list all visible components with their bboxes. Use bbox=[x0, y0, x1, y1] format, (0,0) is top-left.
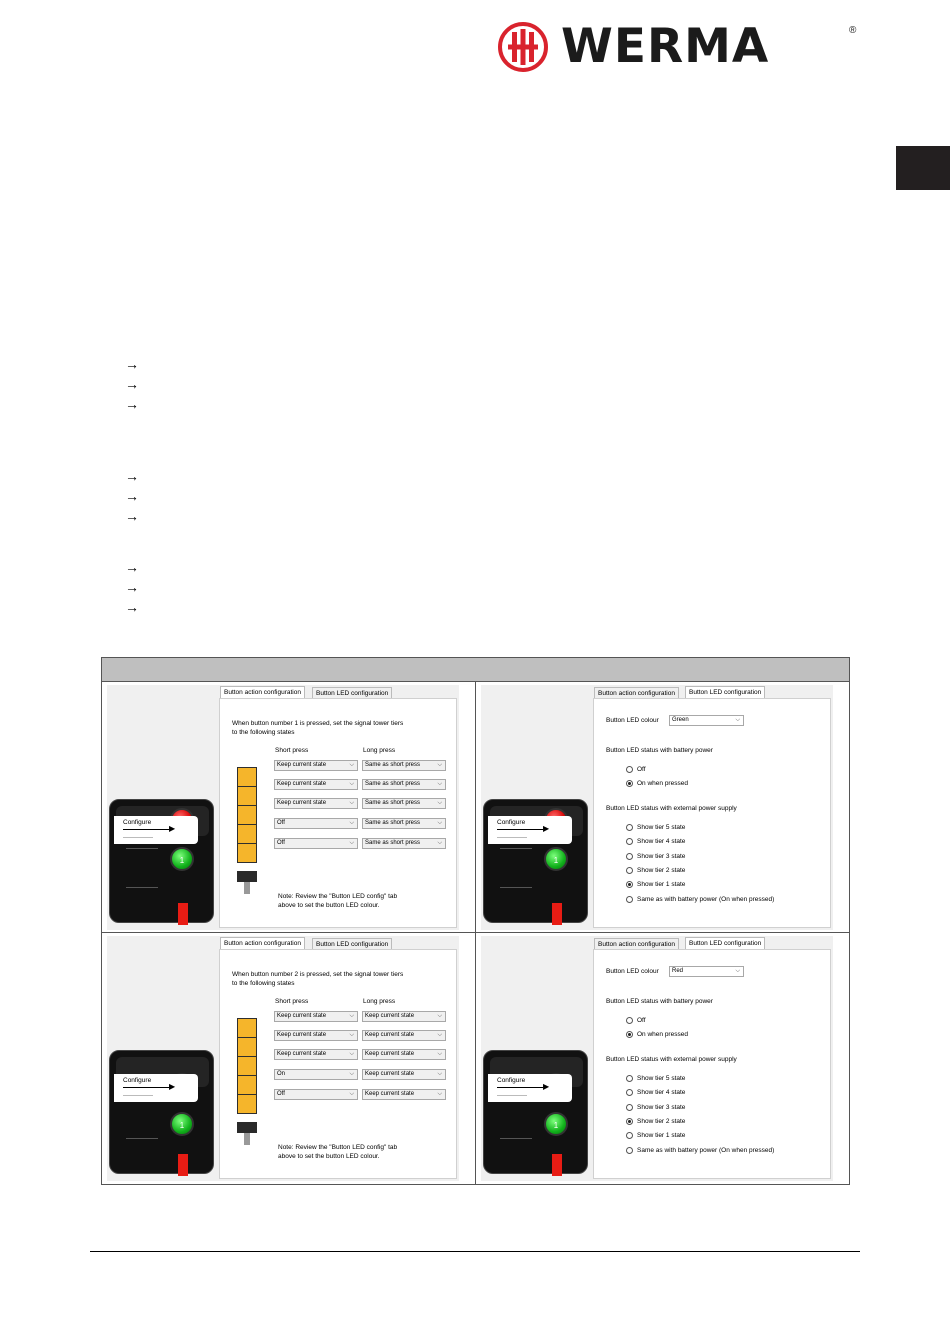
radio-label: On when pressed bbox=[637, 1031, 688, 1038]
device-button-1: 1 bbox=[170, 847, 194, 871]
device-lever bbox=[178, 903, 188, 925]
long-press-select[interactable]: Same as short press ⌵ bbox=[362, 838, 446, 849]
arrow-bullet: → bbox=[125, 488, 139, 504]
logo-wordmark: WERMA bbox=[561, 19, 770, 74]
radio-tier2[interactable] bbox=[626, 1118, 633, 1125]
battery-heading: Button LED status with battery power bbox=[606, 998, 713, 1005]
long-press-select[interactable]: Keep current state ⌵ bbox=[362, 1011, 446, 1022]
chevron-down-icon: ⌵ bbox=[735, 968, 740, 974]
tab-button-led[interactable]: Button LED configuration bbox=[685, 686, 765, 699]
screenshot-button2-action bbox=[107, 936, 459, 1181]
chevron-down-icon: ⌵ bbox=[349, 1071, 354, 1077]
radio-label: Show tier 2 state bbox=[637, 867, 686, 874]
radio-same-as-battery[interactable] bbox=[626, 1147, 633, 1154]
long-press-select[interactable]: Keep current state ⌵ bbox=[362, 1030, 446, 1041]
device-button-1: 1 bbox=[544, 1112, 568, 1136]
led-panel bbox=[593, 949, 831, 1179]
table-divider-horizontal bbox=[102, 932, 849, 933]
chevron-down-icon: ⌵ bbox=[437, 820, 442, 826]
arrow-bullet: → bbox=[125, 376, 139, 392]
table-divider-vertical bbox=[475, 682, 476, 1184]
short-press-header: Short press bbox=[275, 998, 309, 1005]
long-press-select[interactable]: Keep current state ⌵ bbox=[362, 1049, 446, 1060]
radio-label: Same as with battery power (On when pressed) bbox=[637, 1147, 775, 1154]
arrow-bullet: → bbox=[125, 559, 139, 575]
radio-label: Show tier 3 state bbox=[637, 853, 686, 860]
radio-label: Show tier 3 state bbox=[637, 1104, 686, 1111]
tab-button-led[interactable]: Button LED configuration bbox=[312, 687, 392, 699]
chevron-down-icon: ⌵ bbox=[349, 800, 354, 806]
configure-callout: Configure ▶ bbox=[488, 1074, 572, 1102]
short-press-select[interactable]: Off ⌵ bbox=[274, 1089, 358, 1100]
chevron-down-icon: ⌵ bbox=[349, 781, 354, 787]
chevron-down-icon: ⌵ bbox=[349, 1091, 354, 1097]
radio-label: On when pressed bbox=[637, 780, 688, 787]
radio-label: Off bbox=[637, 1017, 646, 1024]
radio-label: Show tier 1 state bbox=[637, 1132, 686, 1139]
arrow-right-icon: ▶ bbox=[169, 1082, 176, 1091]
radio-tier4[interactable] bbox=[626, 1089, 633, 1096]
logo-registered-mark: ® bbox=[849, 25, 857, 36]
external-heading: Button LED status with external power supply bbox=[606, 805, 737, 812]
chevron-down-icon: ⌵ bbox=[349, 1051, 354, 1057]
tab-button-led[interactable]: Button LED configuration bbox=[312, 938, 392, 950]
led-colour-label: Button LED colour bbox=[606, 968, 659, 975]
configure-callout: Configure ▶ bbox=[114, 816, 198, 844]
radio-battery-on-when-pressed[interactable] bbox=[626, 780, 633, 787]
screenshot-button2-led bbox=[481, 936, 833, 1181]
table-header bbox=[102, 658, 849, 682]
screenshot-button1-action bbox=[107, 685, 459, 930]
intro-text: to the following states bbox=[232, 729, 295, 736]
long-press-select[interactable]: Same as short press ⌵ bbox=[362, 760, 446, 771]
device-lever bbox=[178, 1154, 188, 1176]
note-text: Note: Review the "Button LED config" tab bbox=[278, 893, 398, 900]
radio-tier5[interactable] bbox=[626, 824, 633, 831]
action-panel bbox=[219, 698, 457, 928]
intro-text: to the following states bbox=[232, 980, 295, 987]
tab-button-action[interactable]: Button action configuration bbox=[220, 937, 305, 950]
arrow-right-icon: ▶ bbox=[543, 824, 550, 833]
arrow-bullet: → bbox=[125, 396, 139, 412]
chevron-down-icon: ⌵ bbox=[437, 1091, 442, 1097]
tab-button-led[interactable]: Button LED configuration bbox=[685, 937, 765, 950]
chevron-down-icon: ⌵ bbox=[437, 781, 442, 787]
configure-callout: Configure ▶ bbox=[114, 1074, 198, 1102]
radio-label: Show tier 4 state bbox=[637, 838, 686, 845]
radio-battery-on-when-pressed[interactable] bbox=[626, 1031, 633, 1038]
arrow-bullet: → bbox=[125, 508, 139, 524]
led-colour-label: Button LED colour bbox=[606, 717, 659, 724]
chevron-down-icon: ⌵ bbox=[437, 1013, 442, 1019]
footer-rule bbox=[90, 1251, 860, 1252]
chevron-down-icon: ⌵ bbox=[437, 762, 442, 768]
intro-text: When button number 1 is pressed, set the signal tower tiers bbox=[232, 720, 404, 727]
arrow-right-icon: ▶ bbox=[543, 1082, 550, 1091]
chevron-down-icon: ⌵ bbox=[437, 1051, 442, 1057]
chevron-down-icon: ⌵ bbox=[349, 820, 354, 826]
action-panel bbox=[219, 949, 457, 1179]
radio-label: Same as with battery power (On when pressed) bbox=[637, 896, 775, 903]
external-heading: Button LED status with external power supply bbox=[606, 1056, 737, 1063]
long-press-select[interactable]: Keep current state ⌵ bbox=[362, 1069, 446, 1080]
tab-button-action[interactable]: Button action configuration bbox=[220, 686, 305, 699]
device-button-1: 1 bbox=[170, 1112, 194, 1136]
short-press-select[interactable]: Keep current state ⌵ bbox=[274, 798, 358, 809]
long-press-select[interactable]: Same as short press ⌵ bbox=[362, 818, 446, 829]
radio-label: Show tier 5 state bbox=[637, 824, 686, 831]
radio-label: Show tier 5 state bbox=[637, 1075, 686, 1082]
button-device bbox=[109, 1050, 214, 1174]
short-press-select[interactable]: Off ⌵ bbox=[274, 838, 358, 849]
radio-label: Show tier 1 state bbox=[637, 881, 686, 888]
arrow-bullet: → bbox=[125, 468, 139, 484]
radio-same-as-battery[interactable] bbox=[626, 896, 633, 903]
radio-battery-off[interactable] bbox=[626, 1017, 633, 1024]
tab-button-action[interactable]: Button action configuration bbox=[594, 687, 679, 699]
signal-tower bbox=[237, 1018, 257, 1146]
arrow-bullet: → bbox=[125, 599, 139, 615]
radio-battery-off[interactable] bbox=[626, 766, 633, 773]
chevron-down-icon: ⌵ bbox=[437, 1071, 442, 1077]
long-press-header: Long press bbox=[363, 998, 396, 1005]
figure-table bbox=[101, 657, 850, 1185]
intro-text: When button number 2 is pressed, set the signal tower tiers bbox=[232, 971, 404, 978]
note-text: above to set the button LED colour. bbox=[278, 1153, 380, 1160]
arrow-bullet: → bbox=[125, 356, 139, 372]
radio-label: Off bbox=[637, 766, 646, 773]
chevron-down-icon: ⌵ bbox=[349, 762, 354, 768]
screenshot-button1-led bbox=[481, 685, 833, 930]
chapter-tab bbox=[896, 146, 950, 190]
radio-tier3[interactable] bbox=[626, 1104, 633, 1111]
device-button-1: 1 bbox=[544, 847, 568, 871]
chevron-down-icon: ⌵ bbox=[349, 1032, 354, 1038]
button-device bbox=[483, 1050, 588, 1174]
chevron-down-icon: ⌵ bbox=[437, 800, 442, 806]
chevron-down-icon: ⌵ bbox=[349, 840, 354, 846]
battery-heading: Button LED status with battery power bbox=[606, 747, 713, 754]
long-press-select[interactable]: Same as short press ⌵ bbox=[362, 779, 446, 790]
radio-tier4[interactable] bbox=[626, 838, 633, 845]
short-press-select[interactable]: Keep current state ⌵ bbox=[274, 1011, 358, 1022]
chevron-down-icon: ⌵ bbox=[437, 1032, 442, 1038]
werma-logo bbox=[497, 21, 859, 73]
long-press-select[interactable]: Same as short press ⌵ bbox=[362, 798, 446, 809]
short-press-select[interactable]: Off ⌵ bbox=[274, 818, 358, 829]
radio-tier5[interactable] bbox=[626, 1075, 633, 1082]
device-lever bbox=[552, 903, 562, 925]
device-lever bbox=[552, 1154, 562, 1176]
led-colour-select[interactable]: Red ⌵ bbox=[669, 966, 744, 977]
chevron-down-icon: ⌵ bbox=[349, 1013, 354, 1019]
radio-tier1[interactable] bbox=[626, 1132, 633, 1139]
short-press-select[interactable]: Keep current state ⌵ bbox=[274, 760, 358, 771]
radio-tier3[interactable] bbox=[626, 853, 633, 860]
chevron-down-icon: ⌵ bbox=[735, 717, 740, 723]
short-press-header: Short press bbox=[275, 747, 309, 754]
signal-tower bbox=[237, 767, 257, 895]
radio-tier1[interactable] bbox=[626, 881, 633, 888]
werma-emblem-icon bbox=[497, 21, 549, 73]
short-press-select[interactable]: Keep current state ⌵ bbox=[274, 779, 358, 790]
short-press-select[interactable]: Keep current state ⌵ bbox=[274, 1049, 358, 1060]
arrow-right-icon: ▶ bbox=[169, 824, 176, 833]
short-press-select[interactable]: Keep current state ⌵ bbox=[274, 1030, 358, 1041]
note-text: Note: Review the "Button LED config" tab bbox=[278, 1144, 398, 1151]
radio-tier2[interactable] bbox=[626, 867, 633, 874]
radio-label: Show tier 4 state bbox=[637, 1089, 686, 1096]
note-text: above to set the button LED colour. bbox=[278, 902, 380, 909]
configure-callout: Configure ▶ bbox=[488, 816, 572, 844]
radio-label: Show tier 2 state bbox=[637, 1118, 686, 1125]
arrow-bullet: → bbox=[125, 579, 139, 595]
led-colour-select[interactable]: Green ⌵ bbox=[669, 715, 744, 726]
long-press-select[interactable]: Keep current state ⌵ bbox=[362, 1089, 446, 1100]
short-press-select[interactable]: On ⌵ bbox=[274, 1069, 358, 1080]
tab-button-action[interactable]: Button action configuration bbox=[594, 938, 679, 950]
chevron-down-icon: ⌵ bbox=[437, 840, 442, 846]
led-panel bbox=[593, 698, 831, 928]
long-press-header: Long press bbox=[363, 747, 396, 754]
